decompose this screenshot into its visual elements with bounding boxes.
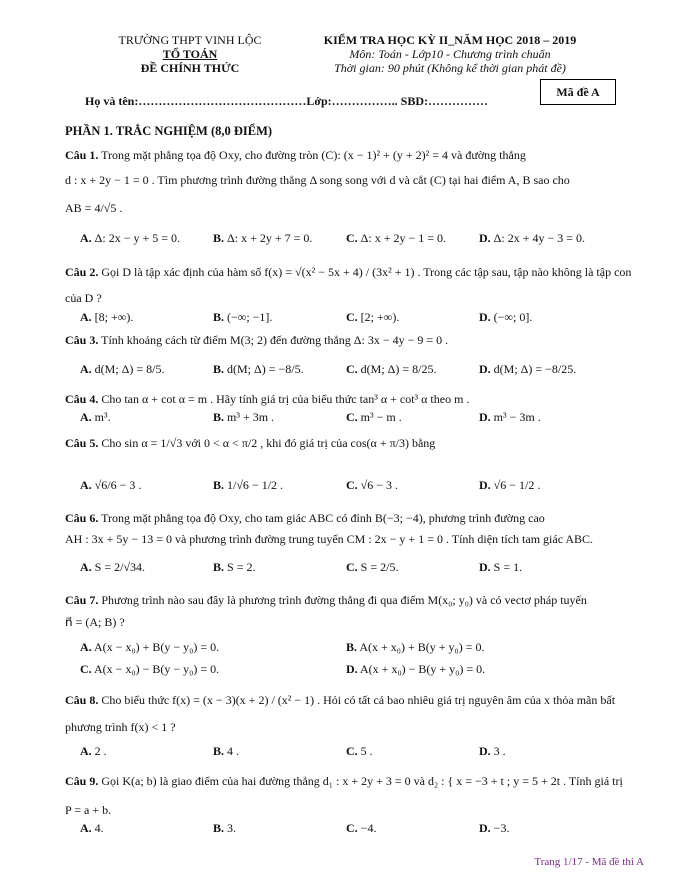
question-label: Câu 4. [65, 392, 99, 406]
time-line: Thời gian: 90 phút (Không kể thời gian phát đề) [334, 61, 566, 75]
student-info-line: Họ và tên:……………………………………Lớp:…………….. SBD:…………… [85, 94, 488, 108]
option-d[interactable]: D. (−∞; 0]. [479, 310, 533, 324]
option-c[interactable]: C. m³ − m . [346, 410, 402, 424]
question-5 [65, 436, 635, 451]
question-6 [65, 511, 635, 526]
question-text: Trong mặt phẳng tọa độ Oxy, cho tam giác ABC có đỉnh B(−3; −4), phương trình đường cao [101, 511, 545, 525]
official-label: ĐỀ CHÍNH THỨC [140, 61, 240, 75]
option-b[interactable]: B. 3. [213, 821, 237, 835]
page-footer: Trang 1/17 - Mã đề thi A [534, 856, 644, 868]
question-text: d : x + 2y − 1 = 0 . Tìm phương trình đường thẳng Δ song song với d và cắt (C) tại hai điểm A, B sao cho [65, 173, 570, 187]
option-a[interactable]: A. √6/6 − 3 . [80, 478, 142, 492]
question-4 [65, 392, 635, 407]
option-d[interactable]: D. −3. [479, 821, 510, 835]
option-b[interactable]: B. A(x + x₀) + B(y + y₀) = 0. [346, 640, 485, 654]
option-d[interactable]: D. Δ: 2x + 4y − 3 = 0. [479, 231, 586, 245]
question-9 [65, 774, 635, 789]
question-text: Cho tan α + cot α = m . Hãy tính giá trị của biểu thức tan³ α + cot³ α theo m . [101, 392, 470, 406]
option-d[interactable]: D. A(x + x₀) − B(y + y₀) = 0. [346, 662, 486, 676]
option-d[interactable]: D. d(M; Δ) = −8/25. [479, 362, 577, 376]
question-text: Gọi D là tập xác định của hàm số f(x) = √(x² − 5x + 4) / (3x² + 1) . Trong các tập sau, tập nào không là tập con [101, 265, 632, 279]
question-label: Câu 7. [65, 593, 99, 607]
question-7 [65, 593, 635, 608]
question-label: Câu 8. [65, 693, 99, 707]
option-a[interactable]: A. m³. [80, 410, 111, 424]
question-text: AH : 3x + 5y − 13 = 0 và phương trình đường trung tuyến CM : 2x − y + 1 = 0 . Tính diện tích tam giác ABC. [65, 532, 594, 546]
subject-line: Môn: Toán - Lớp10 - Chương trình chuẩn [349, 47, 551, 61]
option-c[interactable]: C. 5 . [346, 744, 373, 758]
option-d[interactable]: D. 3 . [479, 744, 506, 758]
question-label: Câu 9. [65, 774, 99, 788]
question-text: Tính khoảng cách từ điểm M(3; 2) đến đường thẳng Δ: 3x − 4y − 9 = 0 . [101, 333, 449, 347]
option-b[interactable]: B. (−∞; −1]. [213, 310, 273, 324]
option-b[interactable]: B. 1/√6 − 1/2 . [213, 478, 284, 492]
option-a[interactable]: A. Δ: 2x − y + 5 = 0. [80, 231, 181, 245]
option-c[interactable]: C. [2; +∞). [346, 310, 400, 324]
option-a[interactable]: A. A(x − x₀) + B(y − y₀) = 0. [80, 640, 220, 654]
question-text: Cho sin α = 1/√3 với 0 < α < π/2 , khi đó giá trị của cos(α + π/3) bằng [101, 436, 436, 450]
option-c[interactable]: C. Δ: x + 2y − 1 = 0. [346, 231, 447, 245]
exam-code-box: Mã đề A [540, 79, 616, 105]
option-b[interactable]: B. Δ: x + 2y + 7 = 0. [213, 231, 313, 245]
question-text: của D ? [65, 291, 102, 305]
option-b[interactable]: B. m³ + 3m . [213, 410, 275, 424]
question-1 [65, 148, 635, 163]
school-name: TRƯỜNG THPT VINH LỘC [118, 33, 262, 47]
option-b[interactable]: B. S = 2. [213, 560, 256, 574]
option-a[interactable]: A. 4. [80, 821, 104, 835]
question-text: Trong mặt phẳng tọa độ Oxy, cho đường tròn (C): (x − 1)² + (y + 2)² = 4 và đường thẳng [101, 148, 526, 162]
option-a[interactable]: A. 2 . [80, 744, 107, 758]
option-d[interactable]: D. m³ − 3m . [479, 410, 541, 424]
option-b[interactable]: B. 4 . [213, 744, 240, 758]
option-c[interactable]: C. √6 − 3 . [346, 478, 399, 492]
question-text: Gọi K(a; b) là giao điểm của hai đường thẳng d₁ : x + 2y + 3 = 0 và d₂ : { x = −3 + t ; y = 5 + 2t . Tính giá trị [101, 774, 623, 788]
question-text: AB = 4/√5 . [65, 201, 123, 215]
question-text: P = a + b. [65, 803, 112, 817]
section-title: PHẦN 1. TRẮC NGHIỆM (8,0 ĐIỂM) [65, 124, 273, 138]
question-label: Câu 1. [65, 148, 99, 162]
option-c[interactable]: C. A(x − x₀) − B(y − y₀) = 0. [80, 662, 220, 676]
question-2 [65, 265, 635, 280]
question-text: n⃗ = (A; B) ? [65, 615, 125, 629]
question-label: Câu 5. [65, 436, 99, 450]
option-a[interactable]: A. [8; +∞). [80, 310, 134, 324]
option-c[interactable]: C. S = 2/5. [346, 560, 399, 574]
question-text: Cho biểu thức f(x) = (x − 3)(x + 2) / (x² − 1) . Hỏi có tất cả bao nhiêu giá trị nguyên âm của x thỏa mãn bất [101, 693, 616, 707]
question-label: Câu 3. [65, 333, 99, 347]
option-a[interactable]: A. S = 2/√34. [80, 560, 146, 574]
option-d[interactable]: D. S = 1. [479, 560, 523, 574]
option-a[interactable]: A. d(M; Δ) = 8/5. [80, 362, 165, 376]
question-3 [65, 333, 635, 348]
exam-title: KIỂM TRA HỌC KỲ II_NĂM HỌC 2018 – 2019 [323, 33, 577, 47]
question-label: Câu 6. [65, 511, 99, 525]
question-label: Câu 2. [65, 265, 99, 279]
group-name: TỔ TOÁN [162, 47, 218, 61]
option-c[interactable]: C. −4. [346, 821, 377, 835]
question-text: Phương trình nào sau đây là phương trình đường thẳng đi qua điểm M(x₀; y₀) và có vectơ pháp tuyến [101, 593, 587, 607]
question-8 [65, 693, 635, 708]
option-c[interactable]: C. d(M; Δ) = 8/25. [346, 362, 437, 376]
option-d[interactable]: D. √6 − 1/2 . [479, 478, 541, 492]
question-text: phương trình f(x) < 1 ? [65, 720, 176, 734]
option-b[interactable]: B. d(M; Δ) = −8/5. [213, 362, 304, 376]
